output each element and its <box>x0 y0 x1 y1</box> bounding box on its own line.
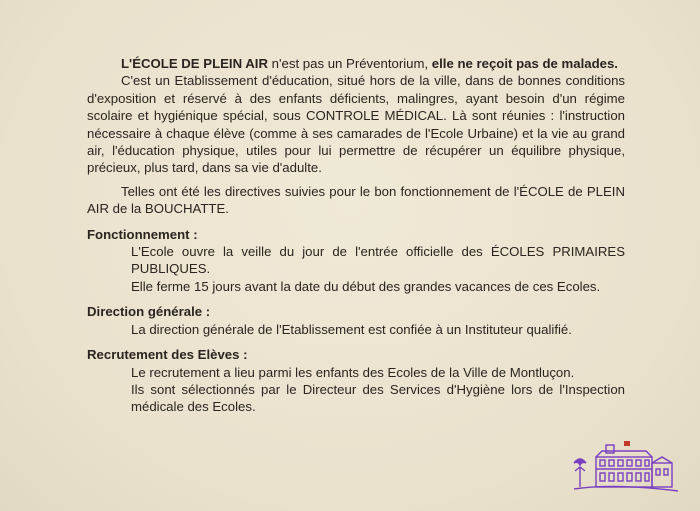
recrutement-line-2: Ils sont sélectionnés par le Directeur des Services d'Hygiène lors de l'Inspection médicale des Ecoles. <box>131 381 625 415</box>
intro-title-rest: n'est pas un Préventorium, <box>268 56 432 71</box>
fonctionnement-line-1: L'Ecole ouvre la veille du jour de l'entrée officielle des ÉCOLES PRIMAIRES PUBLIQUES. <box>131 244 625 277</box>
paragraph-directives: Telles ont été les directives suivies pour le bon fonctionnement de l'ÉCOLE de PLEIN AIR de la BOUCHATTE. <box>87 183 625 217</box>
heading-fonctionnement: Fonctionnement : <box>87 226 198 242</box>
intro-title-bold: L'ÉCOLE DE PLEIN AIR <box>121 56 268 71</box>
fonctionnement-line-2: Elle ferme 15 jours avant la date du début des grandes vacances de ces Ecoles. <box>131 278 601 294</box>
heading-recrutement: Recrutement des Elèves : <box>87 347 248 363</box>
school-building-stamp-icon <box>572 437 680 499</box>
paragraph-description: C'est un Etablissement d'éducation, situé hors de la ville, dans de bonnes conditions d'exposition et réservé à des enfants déficients, malingres, ayant besoin d'un régime scolaire et hygiénique spécial, sous CONTROLE MÉDICAL. Là sont réunies : l'instruction nécessaire à chaque élève (comme à ses camarades de l'Ecole Urbaine) et la vie au grand air, l'éducation physique, utiles pour lui permettre de récupérer un équilibre physique, précieux, plus tard, dans sa vie d'adulte. <box>87 73 625 176</box>
direction-line-1: La direction générale de l'Etablissement est confiée à un Instituteur qualifié. <box>131 321 572 337</box>
heading-direction: Direction générale : <box>87 304 211 320</box>
document-text <box>87 55 625 416</box>
recrutement-line-1: Le recrutement a lieu parmi les enfants des Ecoles de la Ville de Montluçon. <box>131 364 575 380</box>
intro-title-bold2: elle ne reçoit pas de malades. <box>431 56 618 71</box>
intro-paragraph <box>87 55 625 72</box>
